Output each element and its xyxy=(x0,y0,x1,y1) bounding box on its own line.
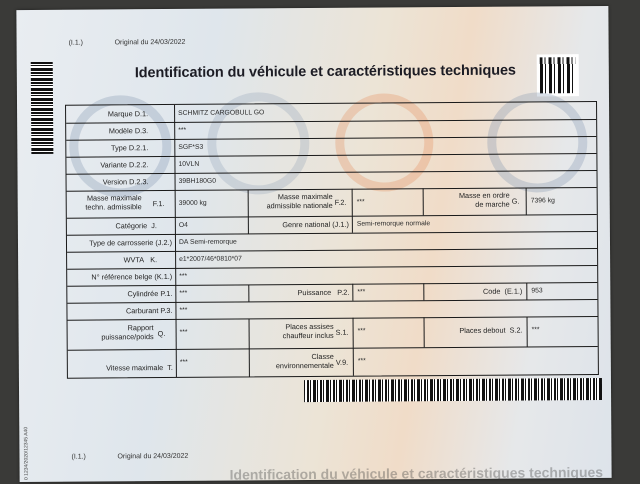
vitesse-value: *** xyxy=(179,358,188,366)
carrosserie-label: Type de carrosserie (J.2.) xyxy=(89,237,173,248)
genre-label: Genre national (J.1.) xyxy=(282,219,349,230)
wvta-label: WVTA K. xyxy=(123,255,158,265)
vertical-barcode xyxy=(31,62,54,154)
places-assises-label: Places assises chauffeur inclus xyxy=(282,321,334,340)
vitesse-label: Vitesse maximale T. xyxy=(106,362,173,373)
masse-nat-label: Masse maximale admissible nationale xyxy=(266,191,333,210)
puissance-value: *** xyxy=(357,288,366,296)
masse-ordre-value: 7396 kg xyxy=(530,197,555,205)
masse-tech-label: Masse maximale techn. admissible xyxy=(85,193,142,212)
carrosserie-value: DA Semi-remorque xyxy=(178,238,237,246)
masse-nat-value: *** xyxy=(356,198,365,206)
categorie-label: Catégorie J. xyxy=(115,221,157,231)
rapport-value: *** xyxy=(179,328,188,336)
puissance-label: Puissance P.2. xyxy=(297,287,350,298)
cylindree-label: Cylindrée P.1. xyxy=(127,288,173,299)
masse-tech-code: F.1. xyxy=(152,199,165,209)
code-e1-value: 953 xyxy=(531,287,543,295)
modele-value: *** xyxy=(178,126,187,134)
version-value: 39BH180G0 xyxy=(178,177,217,185)
rapport-code: Q. xyxy=(157,329,166,339)
variante-value: 10VLN xyxy=(178,160,200,168)
places-assises-value: *** xyxy=(357,327,366,335)
classe-value: *** xyxy=(357,357,366,365)
places-debout-value: *** xyxy=(531,326,540,334)
cylindree-value: *** xyxy=(179,289,188,297)
header-original-date: Original du 24/03/2022 xyxy=(114,38,186,47)
footer-code: (I.1.) xyxy=(71,453,86,461)
genre-value: Semi-remorque normale xyxy=(356,220,431,228)
classe-code: V.9. xyxy=(335,357,349,367)
places-assises-code: S.1. xyxy=(335,327,349,337)
footer-ghost-title: Identification du véhicule et caractéristiques techniques xyxy=(229,463,604,483)
carburant-label: Carburant P.3. xyxy=(125,305,173,316)
categorie-value: O4 xyxy=(178,221,188,229)
ref-belge-label: N° référence belge (K.1.) xyxy=(91,271,173,282)
header-code: (I.1.) xyxy=(68,39,84,47)
code-e1-label: Code (E.1.) xyxy=(482,286,523,296)
variante-label: Variante D.2.2. xyxy=(100,160,149,170)
horizontal-barcode xyxy=(304,378,602,402)
masse-ordre-code: G. xyxy=(511,196,520,206)
ref-belge-value: *** xyxy=(179,272,188,280)
masse-tech-value: 39000 kg xyxy=(178,199,207,207)
side-reference-text: 0 1234/2020/12345 A40 xyxy=(23,426,30,481)
qr-code xyxy=(537,54,579,96)
footer-original-date: Original du 24/03/2022 xyxy=(117,452,189,461)
registration-document xyxy=(16,6,611,482)
masse-nat-code: F.2. xyxy=(334,197,347,207)
rapport-label: Rapport puissance/poids xyxy=(101,323,154,341)
modele-label: Modèle D.3. xyxy=(108,126,149,136)
document-title: Identification du véhicule et caractéristiques techniques xyxy=(134,62,516,82)
carburant-value: *** xyxy=(179,306,188,314)
type-label: Type D.2.1. xyxy=(110,143,149,153)
masse-ordre-label: Masse en ordre de marche xyxy=(458,190,510,209)
version-label: Version D.2.3. xyxy=(102,177,149,187)
wvta-value: e1*2007/46*0810*07 xyxy=(179,255,242,263)
type-value: SGF*S3 xyxy=(178,143,204,151)
marque-label: Marque D.1. xyxy=(107,109,149,119)
places-debout-label: Places debout S.2. xyxy=(459,325,523,335)
marque-value: SCHMITZ CARGOBULL GO xyxy=(178,109,265,117)
vehicle-data-table xyxy=(65,101,599,379)
classe-label: Classe environnementale xyxy=(275,351,334,370)
